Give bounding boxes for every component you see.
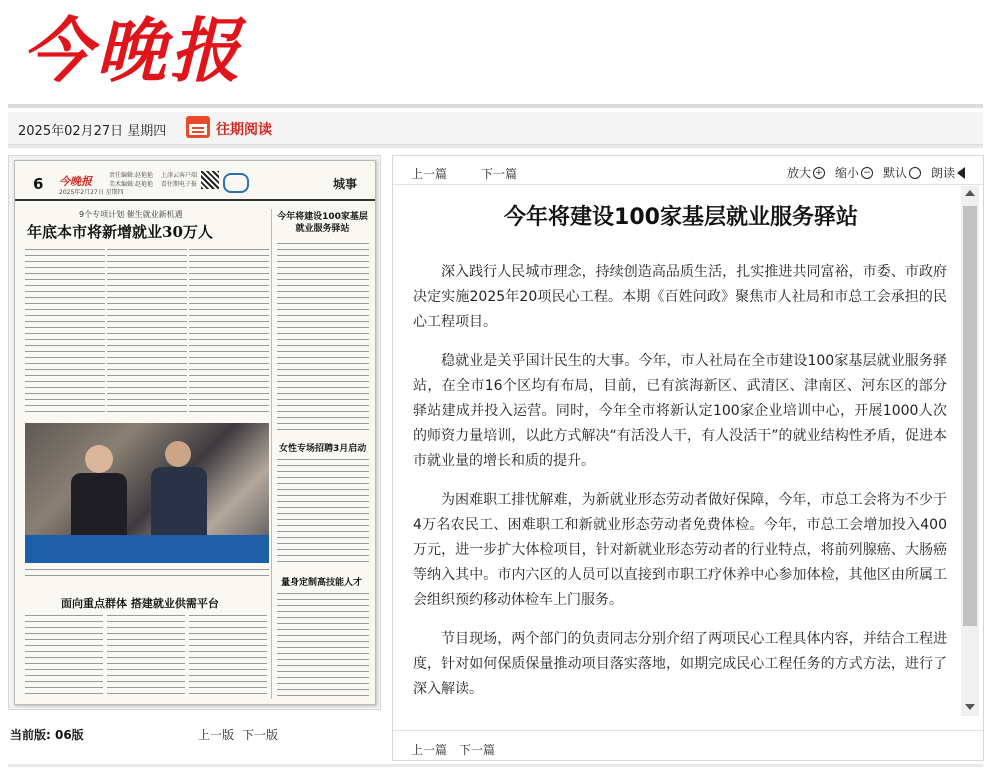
page-nav-bar bbox=[8, 718, 379, 748]
article-text-block[interactable] bbox=[189, 247, 269, 417]
next-article-link[interactable]: 下一篇 bbox=[481, 167, 518, 181]
article-footer bbox=[393, 730, 983, 761]
qr-code-icon bbox=[201, 171, 219, 189]
page-section: 城事 bbox=[333, 177, 358, 191]
page-headline[interactable]: 年底本市将新增就业30万人 bbox=[27, 223, 213, 241]
article-paragraph: 深入践行人民城市理念，持续创造高品质生活，扎实推进共同富裕，市委、市政府决定实施2025年20项民心工程。本期《百姓问政》聚焦市人社局和市总工会承担的民心工程项目。 bbox=[413, 264, 947, 330]
page-side-headline[interactable]: 量身定制高技能人才 bbox=[281, 578, 363, 588]
article-scrollbar[interactable] bbox=[961, 186, 979, 716]
scrollbar-thumb[interactable] bbox=[963, 206, 977, 626]
page-date: 2025年2月27日 星期四 bbox=[59, 189, 124, 196]
read-aloud-button[interactable]: 朗读 bbox=[931, 164, 965, 181]
page-logo: 今晚报 bbox=[59, 175, 92, 188]
date-bar-divider bbox=[8, 145, 983, 148]
article-title: 今年将建设100家基层就业服务驿站 bbox=[504, 205, 858, 230]
client-logo-icon bbox=[223, 173, 249, 193]
footer-prev-article-link[interactable]: 上一篇 bbox=[411, 743, 448, 757]
article-text-block[interactable] bbox=[277, 591, 369, 696]
page-kicker[interactable]: 9个专项计划 催生就业新机遇 bbox=[79, 210, 183, 219]
page-editor-info: 责任编辑:赵艳艳 美术编辑:赵艳艳 bbox=[109, 172, 154, 188]
prev-page-link[interactable]: 上一版 bbox=[198, 728, 235, 742]
article-paragraph: 为困难职工排忧解难，为新就业形态劳动者做好保障，今年，市总工会将为不少于4万名农民工、困难职工和新就业形态劳动者免费体检。今年，市总工会增加投入400万元，进一步扩大体检项目，针对新就业形态劳动者的行业特点，将前列腺癌、大肠癌等纳入其中。市内六区的人员可以直接到市职工疗休养中心参加体检，其他区由所属工会组织预约移动体检车上门服务。 bbox=[413, 492, 947, 608]
plus-icon: + bbox=[813, 167, 825, 179]
article-text-block[interactable] bbox=[189, 613, 267, 698]
article-paragraph: 节目现场，两个部门的负责同志分别介绍了两项民心工程具体内容，并结合工程进度，针对如何保质保量推动项目落实落地，如期完成民心工程任务的方式方法，进行了深入解读。 bbox=[413, 631, 947, 697]
article-text-block[interactable] bbox=[107, 613, 185, 698]
newspaper-logo: 今晚报 bbox=[22, 9, 244, 92]
reading-tools bbox=[787, 164, 965, 181]
zoom-in-button[interactable]: 放大 + bbox=[787, 164, 825, 181]
footer-next-article-link[interactable]: 下一篇 bbox=[459, 743, 496, 757]
circle-icon bbox=[909, 167, 921, 179]
page-side-headline[interactable]: 今年将建设100家基层就业服务驿站 bbox=[277, 212, 368, 234]
page-client-info: 上津云客户端 看往期电子报 bbox=[161, 172, 198, 188]
prev-article-link[interactable]: 上一篇 bbox=[411, 167, 448, 181]
article-body bbox=[413, 260, 947, 716]
column-divider bbox=[271, 209, 272, 699]
article-paragraph: 稳就业是关乎国计民生的大事。今年，市人社局在全市建设100家基层就业服务驿站，在全市16个区均有布局，目前，已有滨海新区、武清区、津南区、河东区的部分驿站建成并投入运营。同时，今年全市将新认定100家企业培训中心，开展1000人次的师资力量培训，以此方式解决“有活没人干，有人没活干”的就业结构性矛盾，促进本市就业量的增长和质的提升。 bbox=[413, 353, 947, 469]
page-headline-2[interactable]: 面向重点群体 搭建就业供需平台 bbox=[61, 597, 219, 610]
article-panel bbox=[392, 155, 984, 761]
date-bar bbox=[8, 112, 983, 145]
default-size-button[interactable]: 默认 bbox=[883, 164, 921, 181]
minus-icon: − bbox=[861, 167, 873, 179]
article-text-block[interactable] bbox=[107, 247, 187, 417]
scroll-up-icon[interactable] bbox=[965, 190, 975, 196]
page-thumbnail[interactable] bbox=[14, 160, 376, 705]
current-page-label: 当前版: 06版 bbox=[10, 728, 84, 742]
next-page-link[interactable]: 下一版 bbox=[242, 728, 279, 742]
article-text-block[interactable] bbox=[25, 613, 103, 698]
bottom-divider bbox=[8, 764, 983, 767]
article-text-block[interactable] bbox=[277, 457, 369, 567]
article-text-block[interactable] bbox=[277, 241, 369, 433]
masthead-divider bbox=[8, 104, 983, 108]
article-text-block[interactable] bbox=[25, 247, 105, 417]
page-photo[interactable] bbox=[25, 423, 269, 563]
article-toolbar bbox=[393, 156, 983, 185]
page-header bbox=[15, 161, 375, 201]
page-number: 6 bbox=[33, 175, 44, 193]
past-issues-link[interactable]: 往期阅读 bbox=[216, 122, 272, 138]
speaker-icon bbox=[957, 167, 965, 179]
calendar-icon[interactable] bbox=[186, 116, 210, 138]
page-side-headline[interactable]: 女性专场招聘3月启动 bbox=[279, 444, 367, 454]
zoom-out-button[interactable]: 缩小 − bbox=[835, 164, 873, 181]
photo-caption bbox=[25, 567, 269, 577]
masthead bbox=[0, 0, 995, 105]
issue-date: 2025年02月27日 星期四 bbox=[18, 124, 167, 139]
scroll-down-icon[interactable] bbox=[965, 704, 975, 710]
